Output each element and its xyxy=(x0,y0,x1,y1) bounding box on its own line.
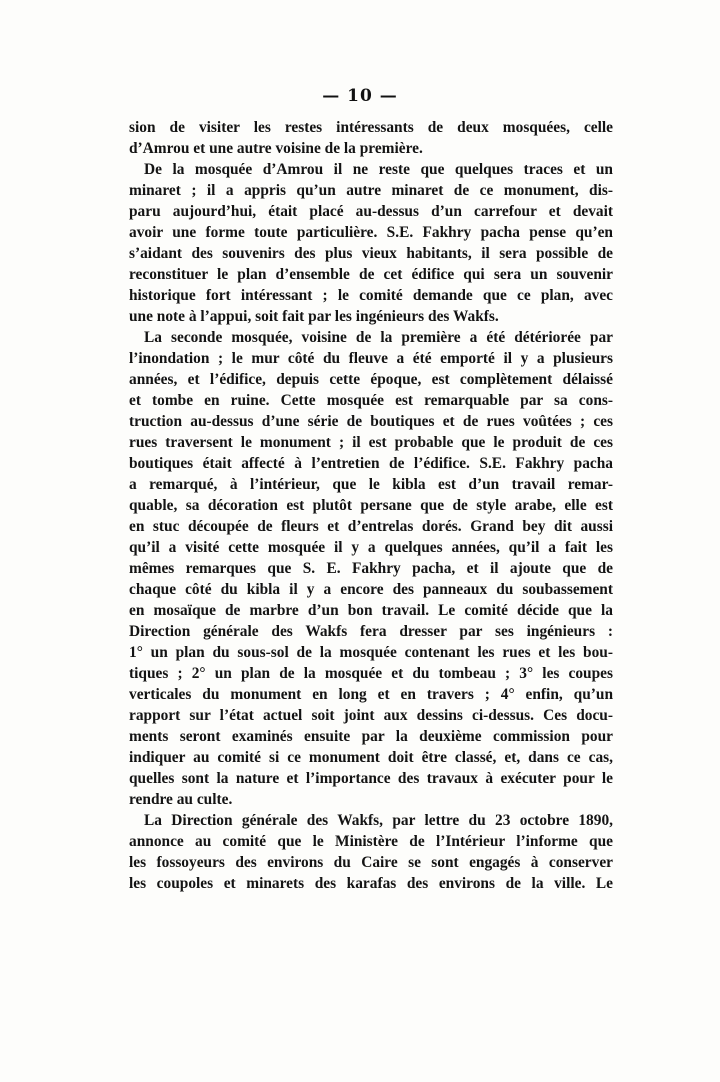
text-line: quable, sa décoration est plutôt persane que de style arabe, elle est xyxy=(129,497,613,514)
body-text xyxy=(129,117,613,894)
text-line: La Direction générale des Wakfs, par lettre du 23 octobre 1890, xyxy=(144,812,613,829)
text-line: tiques ; 2° un plan de la mosquée et du tombeau ; 3° les coupes xyxy=(129,665,613,682)
text-line: chaque côté du kibla il y a encore des panneaux du soubassement xyxy=(129,581,613,598)
text-line: reconstituer le plan d’ensemble de cet édifice qui sera un souvenir xyxy=(129,266,613,283)
text-line: indiquer au comité si ce monument doit être classé, et, dans ce cas, xyxy=(129,749,613,766)
text-line: années, et l’édifice, depuis cette époque, est complètement délaissé xyxy=(129,371,613,388)
text-line: ments seront examinés ensuite par la deuxième commission pour xyxy=(129,728,613,745)
text-line: Direction générale des Wakfs fera dresser par ses ingénieurs : xyxy=(129,623,613,640)
text-line: mêmes remarques que S. E. Fakhry pacha, et il ajoute que de xyxy=(129,560,613,577)
text-line: sion de visiter les restes intéressants de deux mosquées, celle xyxy=(129,119,613,136)
text-line: quelles sont la nature et l’importance des travaux à exécuter pour le xyxy=(129,770,613,787)
text-line: De la mosquée d’Amrou il ne reste que quelques traces et un xyxy=(144,161,613,178)
text-line: en mosaïque de marbre d’un bon travail. Le comité décide que la xyxy=(129,602,613,619)
text-line: une note à l’appui, soit fait par les ingénieurs des Wakfs. xyxy=(129,308,499,325)
text-line: et tombe en ruine. Cette mosquée est remarquable par sa cons- xyxy=(129,392,613,409)
text-line: rendre au culte. xyxy=(129,791,233,808)
text-line: rapport sur l’état actuel soit joint aux dessins ci-dessus. Ces docu- xyxy=(129,707,613,724)
text-line: en stuc découpée de fleurs et d’entrelas dorés. Grand bey dit aussi xyxy=(129,518,613,535)
text-line: truction au-dessus d’une série de boutiques et de rues voûtées ; ces xyxy=(129,413,613,430)
text-line: rues traversent le monument ; il est probable que le produit de ces xyxy=(129,434,613,451)
text-line: avoir une forme toute particulière. S.E. Fakhry pacha pense qu’en xyxy=(129,224,613,241)
text-line: minaret ; il a appris qu’un autre minaret de ce monument, dis- xyxy=(129,182,613,199)
text-line: les coupoles et minarets des karafas des environs de la ville. Le xyxy=(129,875,613,892)
text-line: 1° un plan du sous-sol de la mosquée contenant les rues et les bou- xyxy=(129,644,613,661)
text-line: annonce au comité que le Ministère de l’Intérieur l’informe que xyxy=(129,833,613,850)
text-line: historique fort intéressant ; le comité demande que ce plan, avec xyxy=(129,287,613,304)
text-line: verticales du monument en long et en travers ; 4° enfin, qu’un xyxy=(129,686,613,703)
text-line: La seconde mosquée, voisine de la première a été détériorée par xyxy=(144,329,613,346)
text-line: a remarqué, à l’intérieur, que le kibla est d’un travail remar- xyxy=(129,476,613,493)
page-number: — 10 — xyxy=(322,86,398,106)
text-line: d’Amrou et une autre voisine de la première. xyxy=(129,140,423,157)
text-line: les fossoyeurs des environs du Caire se sont engagés à conserver xyxy=(129,854,613,871)
text-line: qu’il a visité cette mosquée il y a quelques années, qu’il a fait les xyxy=(129,539,613,556)
text-line: s’aidant des souvenirs des plus vieux habitants, il sera possible de xyxy=(129,245,613,262)
text-line: boutiques était affecté à l’entretien de l’édifice. S.E. Fakhry pacha xyxy=(129,455,613,472)
text-line: paru aujourd’hui, était placé au-dessus d’un carrefour et devait xyxy=(129,203,613,220)
text-line: l’inondation ; le mur côté du fleuve a été emporté il y a plusieurs xyxy=(129,350,613,367)
